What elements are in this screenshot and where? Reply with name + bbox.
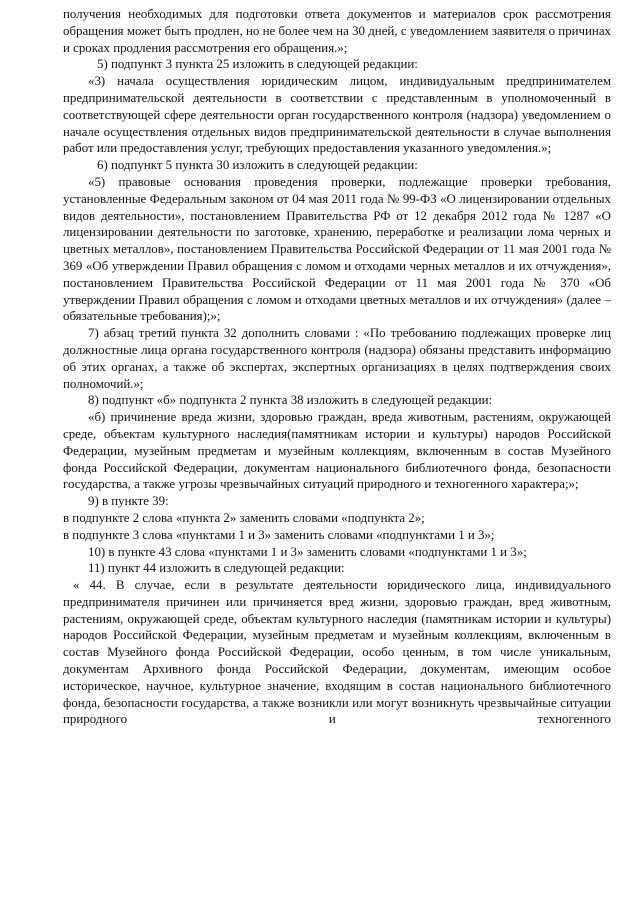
paragraph-item-7: 7) абзац третий пункта 32 дополнить словами : «По требованию подлежащих проверке лиц должностные лица органа государственного контроля (надзора) обязаны представить информацию об этих органах, а также об экспертах, экспертных организациях в целях подтверждения своих полномочий.»; xyxy=(63,326,611,391)
paragraph-item-8: 8) подпункт «б» подпункта 2 пункта 38 изложить в следующей редакции: xyxy=(88,393,493,408)
paragraph-item-11: 11) пункт 44 изложить в следующей редакции: xyxy=(88,561,345,576)
paragraph-item-10: 10) в пункте 43 слова «пунктами 1 и 3» заменить словами «подпунктами 1 и 3»; xyxy=(88,544,527,559)
paragraph-quote-b: «б) причинение вреда жизни, здоровью граждан, вреда животным, растениям, окружающей среде, объектам культурного наследия(памятникам истории и культуры) народов Российской Федерации, музейным предметам и музейным коллекциям, включенным в состав Музейного фонда Российской Федерации, документам национального библиотечного фонда, безопасности государства, а также угрозы чрезвычайных ситуаций природного и техногенного характера;»; xyxy=(63,410,611,492)
paragraph-item-5: 5) подпункт 3 пункта 25 изложить в следующей редакции: xyxy=(97,57,418,72)
paragraph-item-9: 9) в пункте 39: xyxy=(88,494,169,509)
paragraph-continuation: получения необходимых для подготовки ответа документов и материалов срок рассмотрения обращения может быть продлен, но не более чем на 30 дней, с уведомлением заявителя о причинах и сроках продления рассмотрения его обращения.»; xyxy=(63,7,611,55)
paragraph-quote-5: «5) правовые основания проведения проверки, подлежащие проверки требования, установленные Федеральным законом от 04 мая 2011 года № 99-ФЗ «О лицензировании отдельных видов деятельности», постановлением Правительства РФ от 12 декабря 2012 года № 1287 «О лицензировании деятельности по заготовке, хранению, переработке и реализации лома черных и цветных металлов», постановлением Правительства Российской Федерации от 11 мая 2001 года № 369 «Об утверждении Правил обращения с ломом и отходами черных металлов и их отчуждения», постановлением Правительства Российской Федерации от 11 мая 2001 года № 370 «Об утверждении Правил обращения с ломом и отходами цветных металлов и их отчуждения» (далее – обязательные требования);»; xyxy=(63,174,611,324)
paragraph-item-9-sub-2: в подпункте 2 слова «пункта 2» заменить словами «подпункта 2»; xyxy=(63,510,425,525)
paragraph-quote-3: «3) начала осуществления юридическим лицом, индивидуальным предпринимателем предпринимательской деятельности в соответствии с представленным в уполномоченный в соответствующей сфере деятельности орган государственного контроля (надзора) уведомлением о начале осуществления отдельных видов предпринимательской деятельности в случае выполнения работ или предоставления услуг, требующих предоставления указанного уведомления.»; xyxy=(63,74,611,156)
paragraph-quote-44: « 44. В случае, если в результате деятельности юридического лица, индивидуального предпринимателя причинен или причиняется вред жизни, здоровью граждан, вред животным, растениям, окружающей среде, объектам культурного наследия (памятникам истории и культуры) народов Российской Федерации, музейным предметам и музейным коллекциям, включенным в состав Музейного фонда Российской Федерации, особо ценным, в том числе уникальным, документам Архивного фонда Российской Федерации, документам, имеющим особое историческое, научное, культурное значение, входящим в состав национального библиотечного фонда, безопасности государства, а также возникли или могут возникнуть чрезвычайные ситуации природного и техногенного xyxy=(63,578,611,727)
document-body xyxy=(63,6,611,728)
paragraph-item-6: 6) подпункт 5 пункта 30 изложить в следующей редакции: xyxy=(97,158,418,173)
paragraph-item-9-sub-3: в подпункте 3 слова «пунктами 1 и 3» заменить словами «подпунктами 1 и 3»; xyxy=(63,527,495,542)
